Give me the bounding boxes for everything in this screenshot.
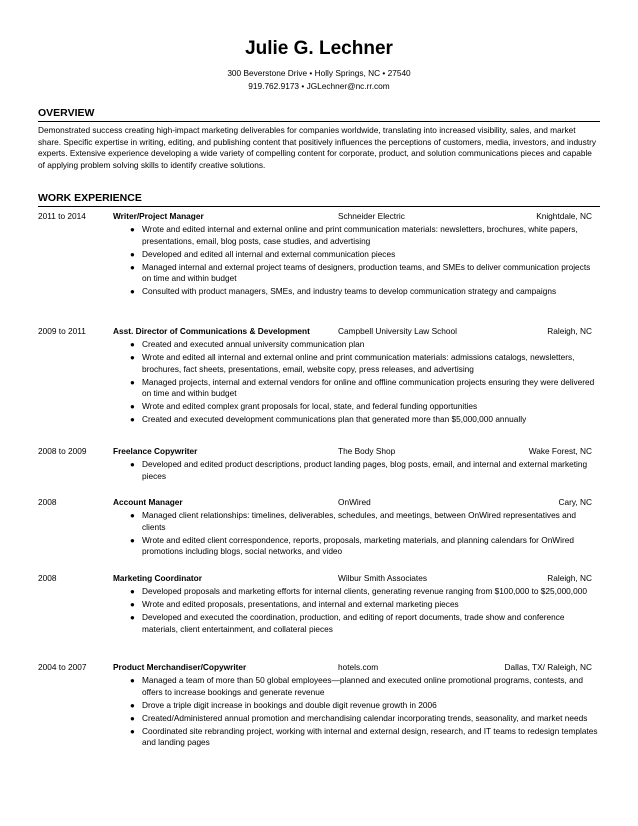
job-dates: 2008 [38,573,57,583]
work-experience-heading: WORK EXPERIENCE [38,192,142,204]
job-bullets [38,459,600,482]
bullet-item [130,534,600,558]
bullet-icon: ● [130,415,135,424]
bullet-text: Wrote and edited complex grant proposals for local, state, and federal funding opportunities [142,401,478,411]
job-header [38,661,600,673]
job-bullets [38,224,600,298]
bullet-text: Managed projects, internal and external vendors for online and offline communication projects ensuring they were delivered on time and within budget [142,376,595,398]
job-header [38,496,600,508]
bullet-icon: ● [130,713,135,723]
bullet-item [130,224,600,247]
address-line: 300 Beverstone Drive • Holly Springs, NC • 27540 [227,68,411,78]
bullet-item [130,612,600,635]
bullet-text: Managed client relationships: timelines, deliverables, schedules, and meetings, between OnWired representatives and clients [142,510,576,532]
bullet-item [130,339,600,351]
bullet-text: Created and executed development communications plan that generated more than $5,000,000 annually [142,414,527,424]
overview-text: Demonstrated success creating high-impact marketing deliverables for companies worldwide, translating into increased visibility, sales, and market share. Specific expertise in writing, editing, and publishing content that positively influences the perceptions of customers, media, investors, and industry experts. Extensive experience developing a wide variety of compelling content for corporate, product, and solution communications pieces and capable of applying problem solving skills to identify creative solutions. [38,125,597,170]
bullet-icon: ● [130,511,135,520]
job-title: Freelance Copywriter [113,446,198,456]
job-location: Knightdale, NC [536,211,592,221]
job-company: Schneider Electric [338,211,405,221]
bullet-text: Wrote and edited client correspondence, reports, proposals, marketing materials, and planning calendars for OnWired promotions including blogs, social networks, and video [142,534,574,556]
job-header [38,572,600,584]
bullet-text: Developed and edited product descriptions, product landing pages, blog posts, email, and internal and external marketing pieces [142,459,588,481]
bullet-text: Developed proposals and marketing efforts for internal clients, generating revenue ranging from $100,000 to $25,000,000 [142,586,587,596]
job-entry [38,661,600,750]
job-entry [38,325,600,427]
job-location: Raleigh, NC [547,326,592,336]
bullet-icon: ● [130,600,135,609]
job-location: Raleigh, NC [547,573,592,583]
bullet-text: Wrote and edited proposals, presentations, and internal and external marketing pieces [142,599,459,609]
bullet-icon: ● [130,700,135,710]
job-company: Campbell University Law School [338,326,457,336]
job-title: Asst. Director of Communications & Development [113,326,310,336]
job-location: Wake Forest, NC [528,446,592,456]
bullet-text: Managed internal and external project teams of designers, production teams, and SMEs to deliver communication projects on time and within budget [142,261,591,283]
job-company: The Body Shop [338,446,396,456]
job-dates: 2009 to 2011 [38,326,86,336]
bullet-icon: ● [130,262,135,272]
bullet-item [130,376,600,400]
job-title: Writer/Project Manager [113,211,204,221]
job-company: OnWired [338,497,371,507]
job-entry [38,572,600,637]
bullet-icon: ● [130,402,135,411]
bullet-icon: ● [130,353,135,362]
bullet-text: Coordinated site rebranding project, working with internal and external design, research, and IT teams to redesign templates and landing pages [142,725,598,747]
job-title: Marketing Coordinator [113,573,202,583]
bullet-icon: ● [130,377,135,387]
bullet-item [130,414,600,426]
bullet-text: Created/Administered annual promotion and merchandising calendar incorporating trends, seasonality, and market needs [142,712,588,723]
job-entry [38,445,600,484]
bullet-icon: ● [130,287,135,296]
bullet-item [130,286,600,298]
bullet-item [130,699,600,712]
bullet-item [130,599,600,611]
bullet-icon: ● [130,340,135,349]
job-title: Account Manager [113,497,183,507]
bullet-text: Created and executed annual university communication plan [142,339,365,349]
bullet-text: Drove a triple digit increase in bookings and double digit revenue growth in 2006 [142,699,437,710]
bullet-icon: ● [130,676,135,685]
job-title: Product Merchandiser/Copywriter [113,662,247,672]
bullet-icon: ● [130,460,135,469]
bullet-item [130,510,600,533]
bullet-item [130,712,600,725]
overview-heading: OVERVIEW [38,107,95,119]
job-dates: 2011 to 2014 [38,211,86,221]
job-header [38,210,600,222]
bullet-text: Developed and executed the coordination, production, and editing of report documents, trade show and conference materials, client entertainment, and collateral pieces [142,612,565,634]
job-company: Wilbur Smith Associates [338,573,427,583]
job-location: Cary, NC [558,497,592,507]
bullet-item [130,248,600,261]
bullet-item [130,401,600,413]
bullet-item [130,725,600,749]
job-bullets [38,339,600,426]
bullet-item [130,459,600,482]
bullet-text: Developed and edited all internal and external communication pieces [142,248,396,259]
bullet-item [130,261,600,285]
job-bullets [38,586,600,635]
bullet-text: Managed a team of more than 50 global employees—planned and executed online promotional programs, contests, and offers to increase bookings and generate revenue [142,675,583,697]
bullet-icon: ● [130,249,135,259]
job-location: Dallas, TX/ Raleigh, NC [504,662,592,672]
work-experience-rule [38,206,600,207]
bullet-icon: ● [130,535,135,545]
bullet-icon: ● [130,587,135,596]
job-bullets [38,510,600,558]
phone-email-line: 919.762.9173 • JGLechner@nc.rr.com [248,81,390,91]
bullet-item [130,675,600,698]
bullet-text: Consulted with product managers, SMEs, and industry teams to develop communication strategy and campaigns [142,286,557,296]
bullet-icon: ● [130,613,135,622]
bullet-icon: ● [130,726,135,736]
job-dates: 2004 to 2007 [38,662,87,672]
job-entry [38,496,600,559]
overview-rule [38,121,600,122]
bullet-item [130,586,600,598]
bullet-icon: ● [130,225,135,234]
job-header [38,445,600,457]
bullet-item [130,352,600,375]
candidate-name: Julie G. Lechner [245,38,393,59]
bullet-text: Wrote and edited all internal and external online and print communication materials: admissions catalogs, newsletters, brochures, fact sheets, presentations, email, website copy, press releases, and advertising [142,352,575,374]
job-header [38,325,600,337]
bullet-text: Wrote and edited internal and external online and print communication materials: newsletters, brochures, white papers, presentations, email, blog posts, case studies, and advertising [142,224,578,246]
job-bullets [38,675,600,749]
job-dates: 2008 [38,497,57,507]
job-company: hotels.com [338,662,379,672]
job-entry [38,210,600,299]
job-dates: 2008 to 2009 [38,446,87,456]
